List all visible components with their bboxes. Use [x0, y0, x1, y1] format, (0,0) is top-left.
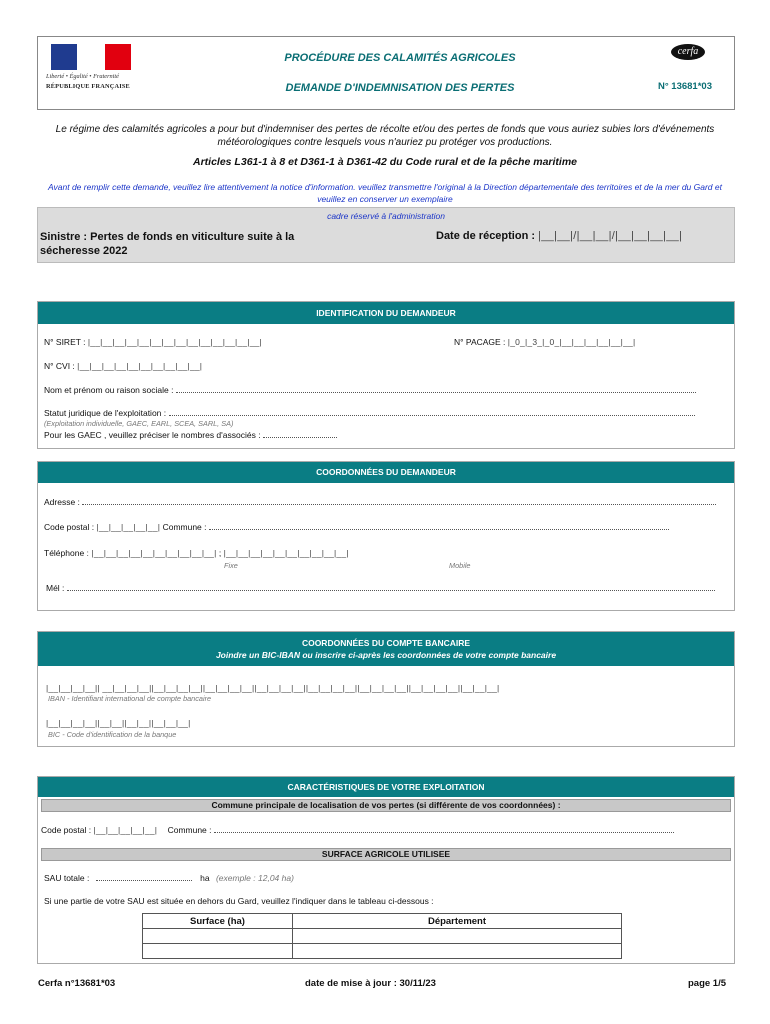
mobile-label: Mobile — [449, 561, 471, 570]
phone-mobile-field[interactable]: |__|__|__|__|__|__|__|__|__|__| — [223, 548, 349, 558]
gaec-label: Pour les GAEC , veuillez préciser le nombres d'associés : — [44, 430, 261, 440]
bic-hint: BIC - Code d'identification de la banque — [48, 730, 177, 739]
table-cell-surface[interactable] — [143, 944, 293, 959]
legal-articles: Articles L361-1 à 8 et D361-1 à D361-42 du Code rural et de la pêche maritime — [193, 156, 577, 168]
sau-unit: ha — [200, 873, 210, 883]
table-header-surface: Surface (ha) — [143, 914, 293, 929]
bic-row — [46, 718, 191, 728]
phone-fixe-field[interactable]: |__|__|__|__|__|__|__|__|__|__| — [91, 548, 217, 558]
cvi-label: N° CVI : — [44, 361, 75, 371]
cvi-field[interactable]: |__|__|__|__|__|__|__|__|__|__| — [77, 361, 203, 371]
commune-label: Commune : — [162, 522, 207, 532]
logo-name: RÉPUBLIQUE FRANÇAISE — [46, 83, 130, 90]
reception-date-label: Date de réception : — [436, 230, 536, 242]
commune-location-bar: Commune principale de localisation de vos pertes (si différente de vos coordonnées) : — [41, 799, 731, 812]
expl-postal-label: Code postal : — [41, 825, 92, 835]
table-cell-departement[interactable] — [293, 944, 622, 959]
footer-date: date de mise à jour : 30/11/23 — [305, 978, 436, 989]
email-field[interactable] — [67, 590, 715, 591]
table-row — [143, 944, 622, 959]
postal-row — [44, 522, 669, 532]
phone-colon: : — [86, 548, 90, 558]
phone-label: Téléphone — [44, 548, 85, 558]
exploitation-heading: CARACTÉRISTIQUES DE VOTRE EXPLOITATION — [38, 777, 734, 797]
expl-commune-field[interactable] — [214, 832, 674, 833]
sau-outside-text: Si une partie de votre SAU est située en dehors du Gard, veuillez l'indiquer dans le tableau ci-dessous : — [44, 896, 434, 906]
marianne-flag-icon — [51, 44, 131, 70]
logo-motto: Liberté • Égalité • Fraternité — [46, 73, 119, 80]
status-row — [44, 408, 695, 418]
pacage-label: N° PACAGE : — [454, 337, 506, 347]
status-hint: (Exploitation individuelle, GAEC, EARL, SCEA, SARL, SA) — [44, 419, 234, 428]
iban-row — [46, 683, 499, 693]
bank-heading-block — [38, 632, 734, 666]
email-row — [46, 583, 715, 593]
sau-row — [44, 873, 294, 883]
pacage-row — [454, 337, 635, 347]
pacage-field[interactable]: |_0_|_3_|_0_|__|__|__|__|__|__| — [507, 337, 636, 347]
header-frame — [37, 36, 735, 110]
email-label: Mél : — [46, 583, 65, 593]
table-cell-departement[interactable] — [293, 929, 622, 944]
department-table — [142, 913, 622, 959]
cerfa-number: N° 13681*03 — [658, 81, 712, 92]
bank-heading: COORDONNÉES DU COMPTE BANCAIRE — [301, 638, 471, 648]
name-row — [44, 385, 696, 395]
status-label: Statut juridique de l'exploitation : — [44, 408, 167, 418]
postal-field[interactable]: |__|__|__|__|__| — [96, 522, 161, 532]
status-field[interactable] — [169, 415, 695, 416]
sau-bar: SURFACE AGRICOLE UTILISEE — [41, 848, 731, 861]
footer-cerfa: Cerfa n°13681*03 — [38, 978, 116, 989]
reception-date-field[interactable]: |__|__|/|__|__|/|__|__|__|__| — [538, 230, 683, 242]
name-field[interactable] — [176, 392, 696, 393]
commune-field[interactable] — [209, 529, 669, 530]
cerfa-logo: cerfa — [671, 44, 705, 60]
postal-label: Code postal : — [44, 522, 95, 532]
gaec-field[interactable] — [263, 437, 337, 438]
siret-row — [44, 337, 262, 347]
form-title: PROCÉDURE DES CALAMITÉS AGRICOLES — [284, 52, 516, 64]
bank-subheading: Joindre un BIC-IBAN ou inscrire ci-après les coordonnées de votre compte bancaire — [215, 650, 557, 660]
admin-reserved-title: cadre réservé à l'administration — [327, 211, 445, 221]
notice-text: Avant de remplir cette demande, veuillez lire attentivement la notice d'information. veuillez transmettre l'original à la Direction départementale des territoires et de la mer du Gard et veuillez en conserver un exemplaire — [48, 182, 722, 204]
gaec-row — [44, 430, 337, 440]
iban-field[interactable]: |__|__|__|__|| __|__|__|__||__|__|__|__||__|__|__|__||__|__|__|__||__|__|__|__||__|__|__|__||__|__|__|__||__|__|__| — [46, 683, 500, 693]
iban-hint: IBAN - Identifiant international de compte bancaire — [48, 694, 212, 703]
fixe-label: Fixe — [224, 561, 238, 570]
address-row — [44, 497, 716, 507]
cvi-row — [44, 361, 202, 371]
identification-heading: IDENTIFICATION DU DEMANDEUR — [38, 302, 734, 324]
intro-text: Le régime des calamités agricoles a pour but d'indemniser des pertes de récolte et/ou des pertes de fonds que vous auriez subies lors d'événements météorologiques contre lesquels vous n'auriez pu protéger vos productions. — [55, 124, 715, 148]
siret-label: N° SIRET : — [44, 337, 86, 347]
address-field[interactable] — [82, 504, 716, 505]
expl-postal-field[interactable]: |__|__|__|__|__| — [93, 825, 158, 835]
phone-separator: ; — [218, 548, 222, 558]
sau-field[interactable] — [96, 880, 192, 881]
table-header-row — [143, 914, 622, 929]
sau-label: SAU totale : — [44, 873, 90, 883]
sau-example: (exemple : 12,04 ha) — [215, 873, 294, 883]
footer-page: page 1/5 — [688, 978, 727, 989]
contact-heading: COORDONNÉES DU DEMANDEUR — [38, 462, 734, 483]
sinistre-label: Sinistre : Pertes de fonds en viticulture suite à la sécheresse 2022 — [40, 231, 295, 257]
form-subtitle: DEMANDE D'INDEMNISATION DES PERTES — [285, 82, 515, 94]
address-label: Adresse : — [44, 497, 80, 507]
expl-postal-row — [41, 825, 674, 835]
name-label: Nom et prénom ou raison sociale : — [44, 385, 174, 395]
republique-francaise-logo — [42, 40, 138, 98]
table-header-departement: Département — [293, 914, 622, 929]
siret-field[interactable]: |__|__|__|__|__|__|__|__|__|__|__|__|__|__| — [87, 337, 262, 347]
bic-field[interactable]: |__|__|__|__||__|__||__|__||__|__|__| — [46, 718, 191, 728]
reception-date — [436, 230, 732, 242]
table-cell-surface[interactable] — [143, 929, 293, 944]
phone-row — [44, 548, 349, 558]
table-row — [143, 929, 622, 944]
expl-commune-label: Commune : — [167, 825, 212, 835]
